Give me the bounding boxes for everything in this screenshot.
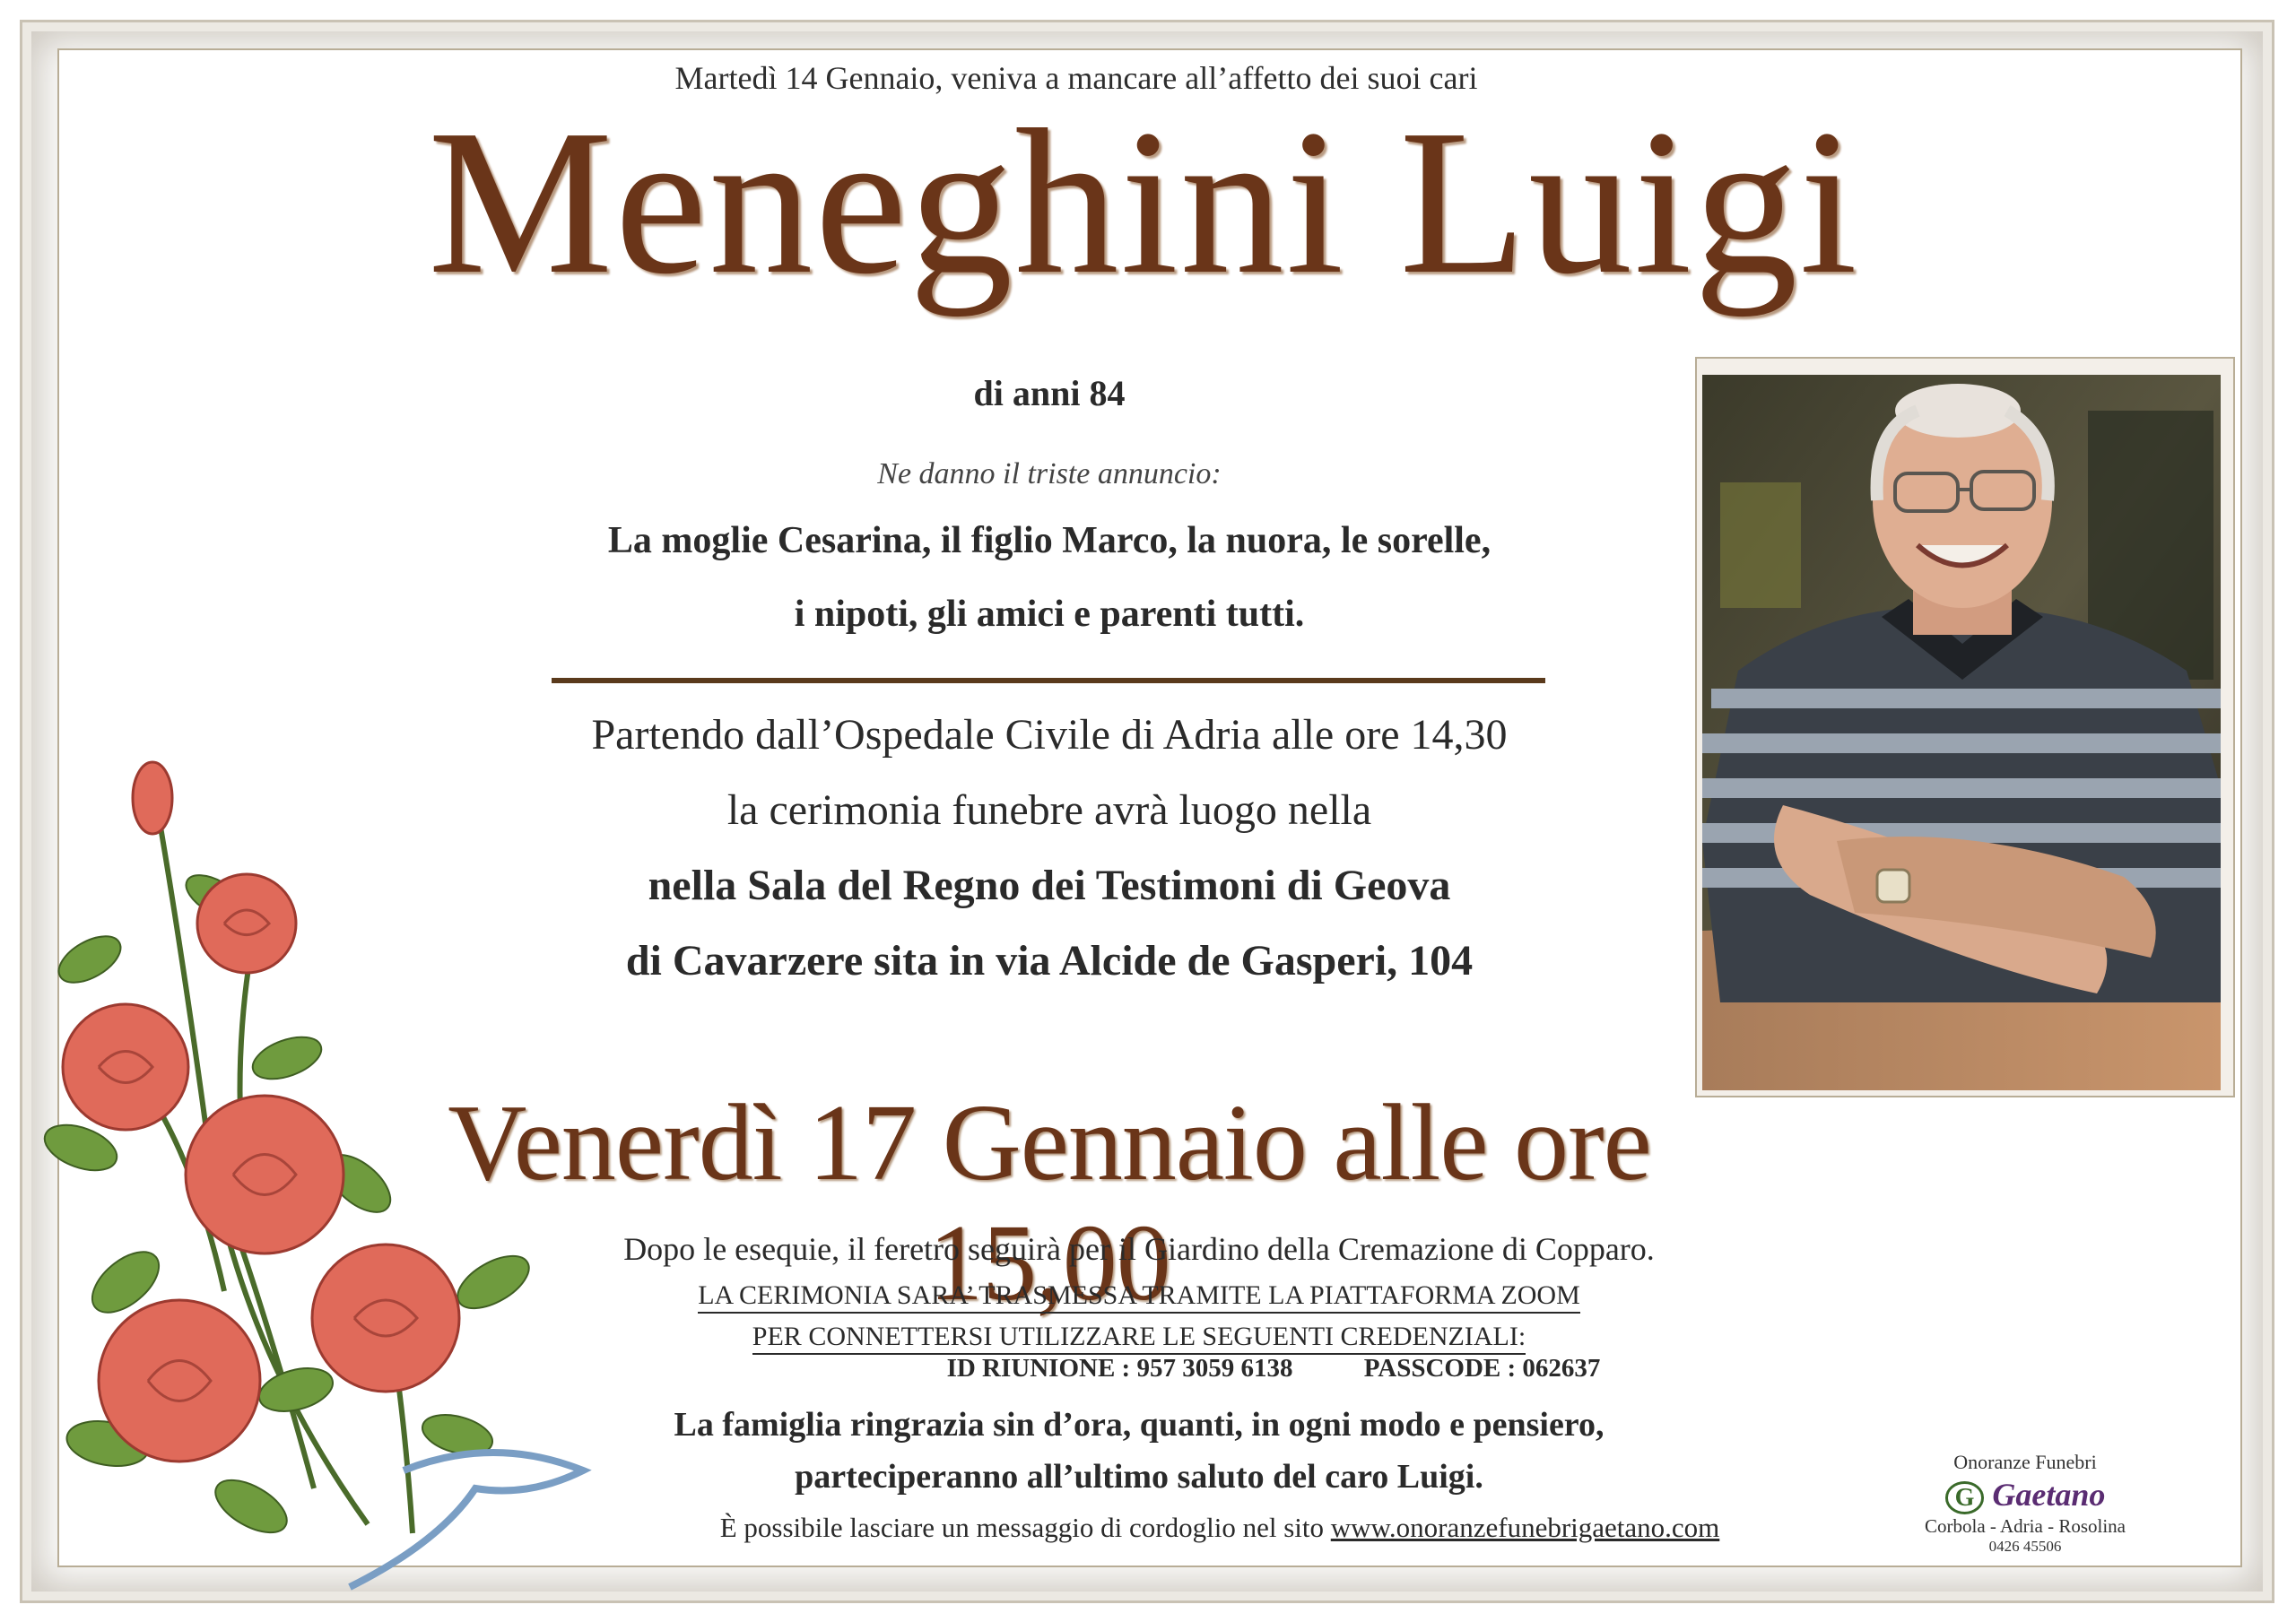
ceremony-line-2: la cerimonia funebre avrà luogo nella <box>726 786 1372 834</box>
passcode: PASSCODE : 062637 <box>1363 1354 1601 1383</box>
intro-text: Martedì 14 Gennaio, veniva a mancare all’affetto dei suoi cari <box>674 60 1478 96</box>
thanks-text <box>556 1399 1722 1503</box>
logo-brand-name: Gaetano <box>1992 1477 2106 1513</box>
logo-monogram-icon: G <box>1945 1481 1985 1514</box>
thanks-line-1: La famiglia ringrazia sin d’ora, quanti, in ogni modo e pensiero, <box>674 1406 1605 1444</box>
funeral-home-logo <box>1891 1451 2160 1556</box>
ceremony-line-4: di Cavarzere sita in via Alcide de Gasperi, 104 <box>625 937 1474 984</box>
zoom-line-1: LA CERIMONIA SARA’ TRASMESSA TRAMITE LA PIATTAFORMA ZOOM <box>698 1279 1580 1314</box>
thanks-line-2: parteciperanno all’ultimo saluto del caro Luigi. <box>795 1458 1483 1496</box>
family-line-1: La moglie Cesarina, il figlio Marco, la nuora, le sorelle, <box>607 520 1492 561</box>
announce-text: Ne danno il triste annuncio: <box>877 457 1222 490</box>
deceased-photo <box>1702 375 2221 1090</box>
photo-frame <box>1695 357 2235 1097</box>
zoom-info <box>556 1275 1722 1357</box>
logo-phone: 0426 45506 <box>1988 1538 2062 1555</box>
condolence-message <box>592 1512 1848 1544</box>
family-line-2: i nipoti, gli amici e parenti tutti. <box>794 594 1305 635</box>
logo-brand <box>1891 1476 2160 1514</box>
credentials <box>825 1354 1722 1383</box>
divider-line <box>552 678 1545 683</box>
message-prefix: È possibile lasciare un messaggio di cordoglio nel sito <box>719 1512 1324 1543</box>
family-list <box>422 504 1677 651</box>
after-text: Dopo le esequie, il feretro seguirà per il Giardino della Cremazione di Copparo. <box>623 1231 1655 1267</box>
logo-towns: Corbola - Adria - Rosolina <box>1925 1515 2126 1537</box>
age-text: di anni 84 <box>973 373 1126 413</box>
meeting-id: ID RIUNIONE : 957 3059 6138 <box>946 1354 1293 1383</box>
deceased-name: Meneghini Luigi <box>428 87 1859 317</box>
zoom-line-2: PER CONNETTERSI UTILIZZARE LE SEGUENTI CREDENZIALI: <box>752 1321 1526 1355</box>
rose-bouquet-illustration <box>27 753 691 1614</box>
condolence-site-link[interactable]: www.onoranzefunebrigaetano.com <box>1330 1512 1720 1543</box>
funeral-date: Venerdì 17 Gennaio alle ore 15,00 <box>448 1082 1651 1324</box>
ceremony-line-1: Partendo dall’Ospedale Civile di Adria alle ore 14,30 <box>591 711 1508 759</box>
logo-line-1: Onoranze Funebri <box>1953 1451 2097 1473</box>
ceremony-line-3: nella Sala del Regno dei Testimoni di Geova <box>648 862 1451 909</box>
